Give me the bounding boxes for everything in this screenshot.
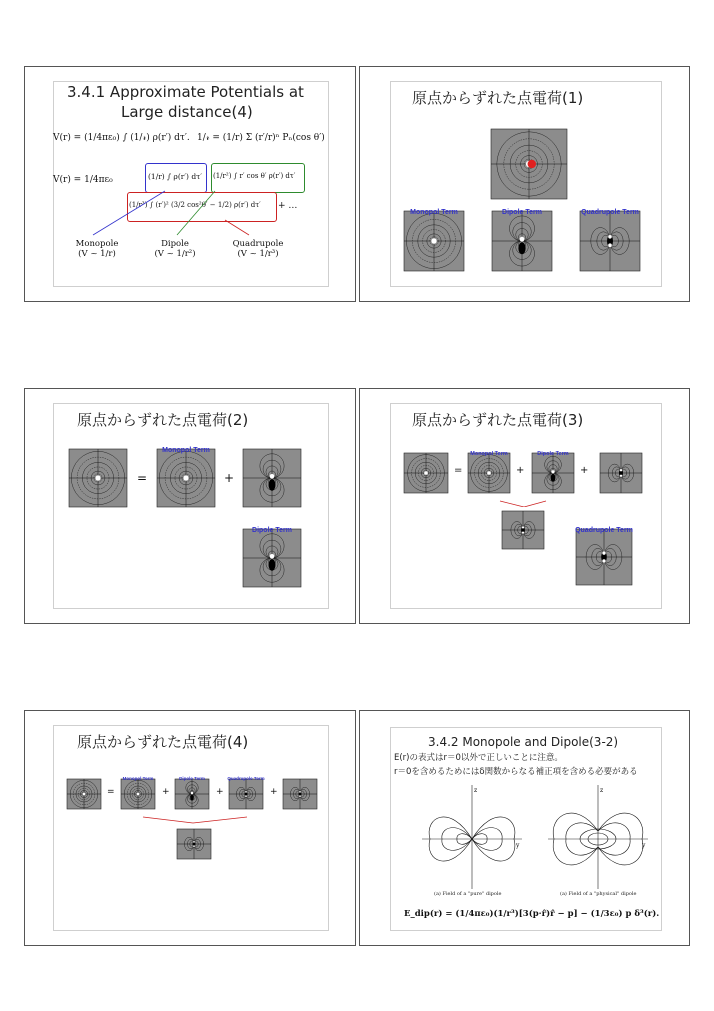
contour-graphic xyxy=(173,825,215,865)
term-connector-lines xyxy=(25,67,357,303)
slide-title: 原点からずれた点電荷(1) xyxy=(412,89,584,107)
slide-offset-charge-3 xyxy=(359,388,690,624)
contour-graphic xyxy=(488,207,556,277)
plot-title: Dipole Term xyxy=(537,451,569,457)
contour-graphic xyxy=(576,207,644,277)
plot-title: Dipole Term xyxy=(252,527,292,534)
label-dipole: Dipole (V ~ 1/r²) xyxy=(154,239,196,259)
field-plot-monopole xyxy=(400,207,468,277)
slide-monopole-dipole xyxy=(359,710,690,946)
axis-label-z: z xyxy=(474,787,478,794)
axis-label-y: y xyxy=(642,842,646,849)
slide-offset-charge-4 xyxy=(24,710,356,946)
contour-graphic xyxy=(153,445,219,513)
field-plot-dipole-small xyxy=(239,445,305,513)
caption-physical-dipole: (a) Field of a "physical" dipole xyxy=(560,891,637,897)
slide-title-line1: 3.4.1 Approximate Potentials at xyxy=(67,83,304,101)
plus-sign: + xyxy=(216,787,224,797)
equals-sign: = xyxy=(454,465,463,476)
contour-graphic xyxy=(498,507,548,555)
field-plot-quadrupole xyxy=(572,525,636,591)
field-plot-dipole xyxy=(488,207,556,277)
slide-approx-potentials xyxy=(24,66,356,302)
slide-title: 3.4.2 Monopole and Dipole(3-2) xyxy=(428,735,619,749)
label-monopole: Monopole (V ~ 1/r) xyxy=(75,239,119,259)
axis-label-y: y xyxy=(516,842,520,849)
field-plot-original xyxy=(65,445,131,513)
plot-title: Monopol Term xyxy=(470,451,508,457)
plot-title: Quadrupole Term xyxy=(575,527,633,534)
slide-title: 原点からずれた点電荷(2) xyxy=(77,411,249,429)
field-plot-original xyxy=(487,125,571,205)
caption-pure-dipole: (a) Field of a "pure" dipole xyxy=(434,891,502,897)
field-plot-higher-terms xyxy=(498,507,548,555)
plot-title: Quadrupole Term xyxy=(227,776,265,781)
plot-title: Dipole Term xyxy=(179,776,205,781)
contour-graphic xyxy=(239,525,305,593)
plus-sign: + xyxy=(580,465,589,476)
plot-title: Monopol Term xyxy=(410,209,458,216)
equals-sign: = xyxy=(107,787,115,797)
field-plot-higher-terms xyxy=(173,825,215,865)
equation-potential-integral: V(r) = (1/4πε₀) ∫ (1/𝓇) ρ(r′) dτ′. xyxy=(53,133,190,143)
pure-dipole-field-diagram xyxy=(420,783,524,891)
plus-sign: + xyxy=(162,787,170,797)
equals-sign: = xyxy=(137,471,148,485)
plus-sign: + xyxy=(224,471,235,485)
contour-graphic xyxy=(239,445,305,513)
plot-title: Dipole Term xyxy=(502,209,542,216)
physical-dipole-field-diagram xyxy=(546,783,650,891)
note-line-2: r＝0を含めるためにはδ関数からなる補正項を含める必要がある xyxy=(394,767,638,777)
plus-sign: + xyxy=(270,787,278,797)
dipole-term: (1/r²) ∫ r′ cos θ′ ρ(r′) dτ′ xyxy=(213,172,296,180)
equation-multipole-lhs: V(r) = 1/4πε₀ xyxy=(53,175,113,185)
remaining-terms: + … xyxy=(278,201,298,211)
field-plot-dipole xyxy=(239,525,305,593)
quadrupole-term: (1/r³) ∫ (r′)² (3/2 cos²θ′ − 1/2) ρ(r′) dτ′ xyxy=(129,201,261,209)
plot-title: Monopol Term xyxy=(122,776,154,781)
slide-title: 原点からずれた点電荷(4) xyxy=(77,733,249,751)
slide-title-line2: Large distance(4) xyxy=(121,103,253,121)
slide-offset-charge-1 xyxy=(359,66,690,302)
plot-title: Quadrupole Term xyxy=(581,209,639,216)
axis-label-z: z xyxy=(600,787,604,794)
slide-title: 原点からずれた点電荷(3) xyxy=(412,411,584,429)
contour-graphic xyxy=(487,125,571,205)
monopole-term: (1/r) ∫ ρ(r′) dτ′ xyxy=(148,172,202,181)
contour-graphic xyxy=(572,525,636,591)
slide-offset-charge-2 xyxy=(24,388,356,624)
field-plot-quadrupole xyxy=(576,207,644,277)
label-quadrupole: Quadrupole (V ~ 1/r³) xyxy=(232,239,284,259)
plot-title: Monopol Term xyxy=(162,447,210,454)
contour-graphic xyxy=(400,207,468,277)
dipole-field-formula: E_dip(r) = (1/4πε₀)(1/r³)[3(p·r̂)r̂ − p] − (1/3ε₀) p δ³(r). xyxy=(404,909,660,919)
contour-graphic xyxy=(65,445,131,513)
field-plot-monopole xyxy=(153,445,219,513)
note-line-1: E(r)の表式はr＝0以外で正しいことに注意。 xyxy=(394,753,563,763)
plus-sign: + xyxy=(516,465,525,476)
equation-legendre-expansion: 1/𝓇 = (1/r) Σ (r′/r)ⁿ Pₙ(cos θ′) xyxy=(197,133,325,143)
